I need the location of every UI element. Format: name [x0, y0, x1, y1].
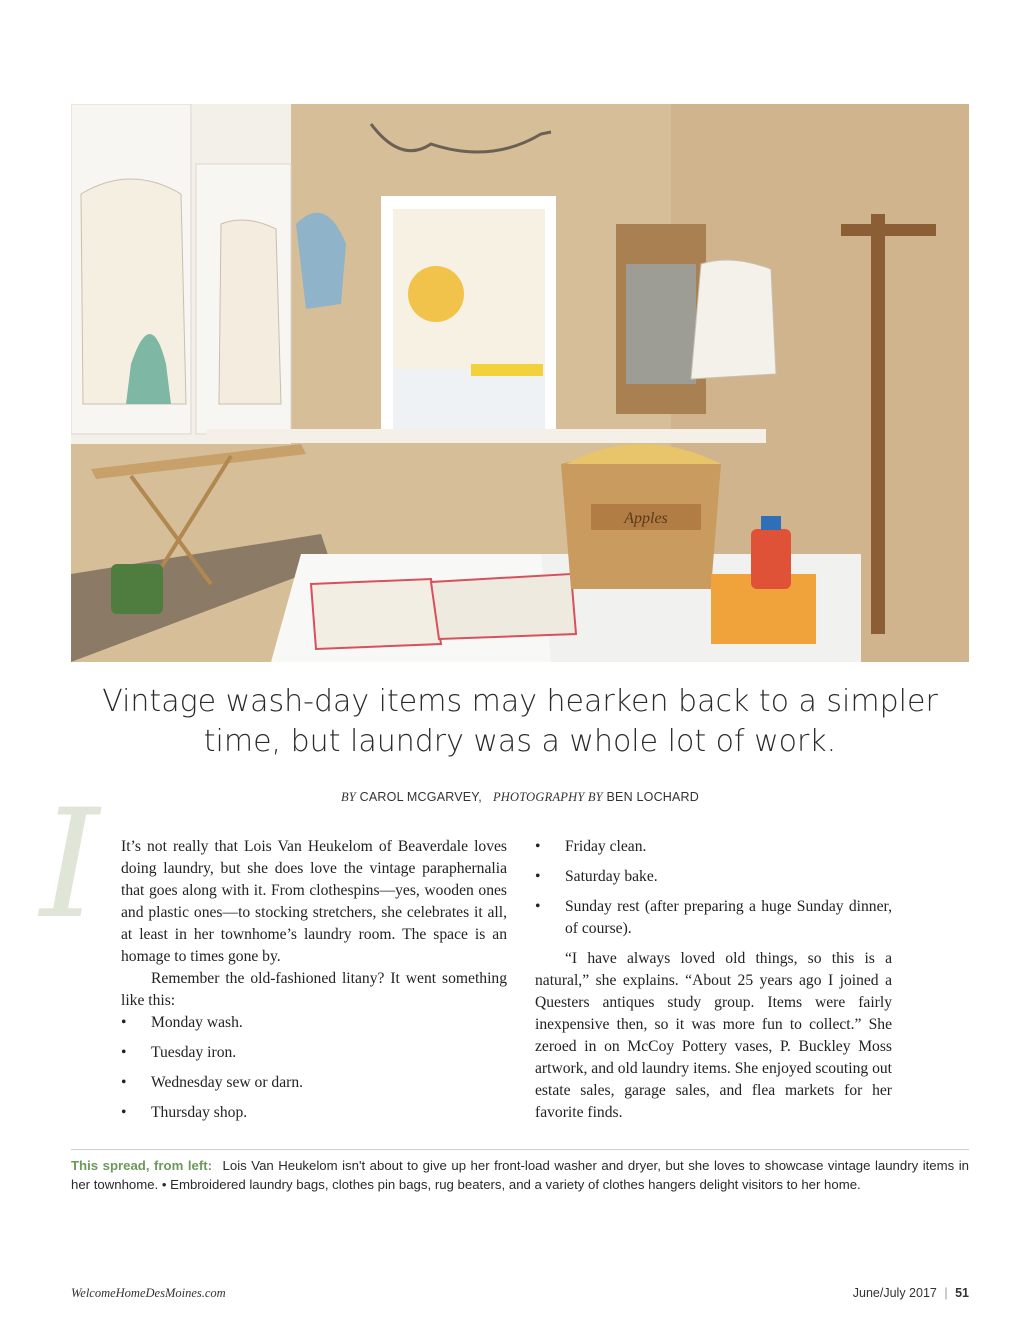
byline-photographer: BEN LOCHARD: [606, 790, 700, 804]
list-item: • Sunday rest (after preparing a huge Sunday dinner, of course).: [535, 896, 892, 940]
footer-issue: June/July 2017: [852, 1286, 937, 1300]
caption-text: Lois Van Heukelom isn't about to give up her front-load washer and dryer, but she loves to showcase vintage laundry items in her townhome. • Embroidered laundry bags, clothes pin bags, rug beaters, and a variety of clothes hangers delight visitors to her home.: [71, 1158, 969, 1192]
list-item: • Thursday shop.: [121, 1102, 507, 1124]
list-item: • Saturday bake.: [535, 866, 892, 888]
paragraph-litany: Remember the old-fashioned litany? It went something like this:: [121, 970, 507, 1009]
list-item: • Monday wash.: [121, 1012, 507, 1034]
byline-by-label: BY: [340, 790, 356, 804]
laundry-room-illustration: [71, 104, 969, 662]
litany-list-left: [121, 1012, 507, 1124]
caption-lead: This spread, from left:: [71, 1158, 213, 1173]
article-column-left: [121, 836, 507, 1132]
headline-line-1: Vintage wash-day items may hearken back to a simpler: [102, 684, 938, 719]
footer-issue-page: [853, 1286, 969, 1300]
caption-divider: [71, 1149, 969, 1150]
footer-website: WelcomeHomeDesMoines.com: [71, 1286, 226, 1300]
basket-label: Apples: [624, 510, 668, 527]
list-item: • Wednesday sew or darn.: [121, 1072, 507, 1094]
footer-separator: |: [944, 1286, 948, 1300]
byline-author: CAROL MCGARVEY,: [359, 790, 482, 804]
page-number: 51: [955, 1286, 969, 1300]
list-item: • Friday clean.: [535, 836, 892, 858]
paragraph-quote: “I have always loved old things, so this is a natural,” she explains. “About 25 years ago I joined a Questers antiques study group. Items were fairly inexpensive then, so it was more fun to collect.” She zeroed in on McCoy Pottery vases, P. Buckley Moss artwork, and old laundry items. She enjoyed scouting out estate sales, garage sales, and flea markets for her favorite finds.: [535, 950, 892, 1121]
headline-line-2: time, but laundry was a whole lot of work.: [203, 724, 837, 759]
litany-list-right: [535, 836, 892, 940]
list-item: • Tuesday iron.: [121, 1042, 507, 1064]
laundry-room-photo: [71, 104, 969, 662]
article-headline: [71, 682, 969, 762]
paragraph-intro: It’s not really that Lois Van Heukelom of Beaverdale loves doing laundry, but she does love the vintage paraphernalia that goes along with it. From clothespins—yes, wooden ones and plastic ones—to stocking stretchers, she celebrates it all, at least in her townhome’s laundry room. The space is an homage to times gone by.: [121, 838, 507, 965]
byline-photo-label: PHOTOGRAPHY BY: [492, 790, 603, 804]
byline: [71, 790, 969, 805]
photo-caption: [71, 1156, 969, 1194]
article-column-right: [535, 836, 892, 1124]
decorative-drop-cap: I: [40, 778, 100, 952]
